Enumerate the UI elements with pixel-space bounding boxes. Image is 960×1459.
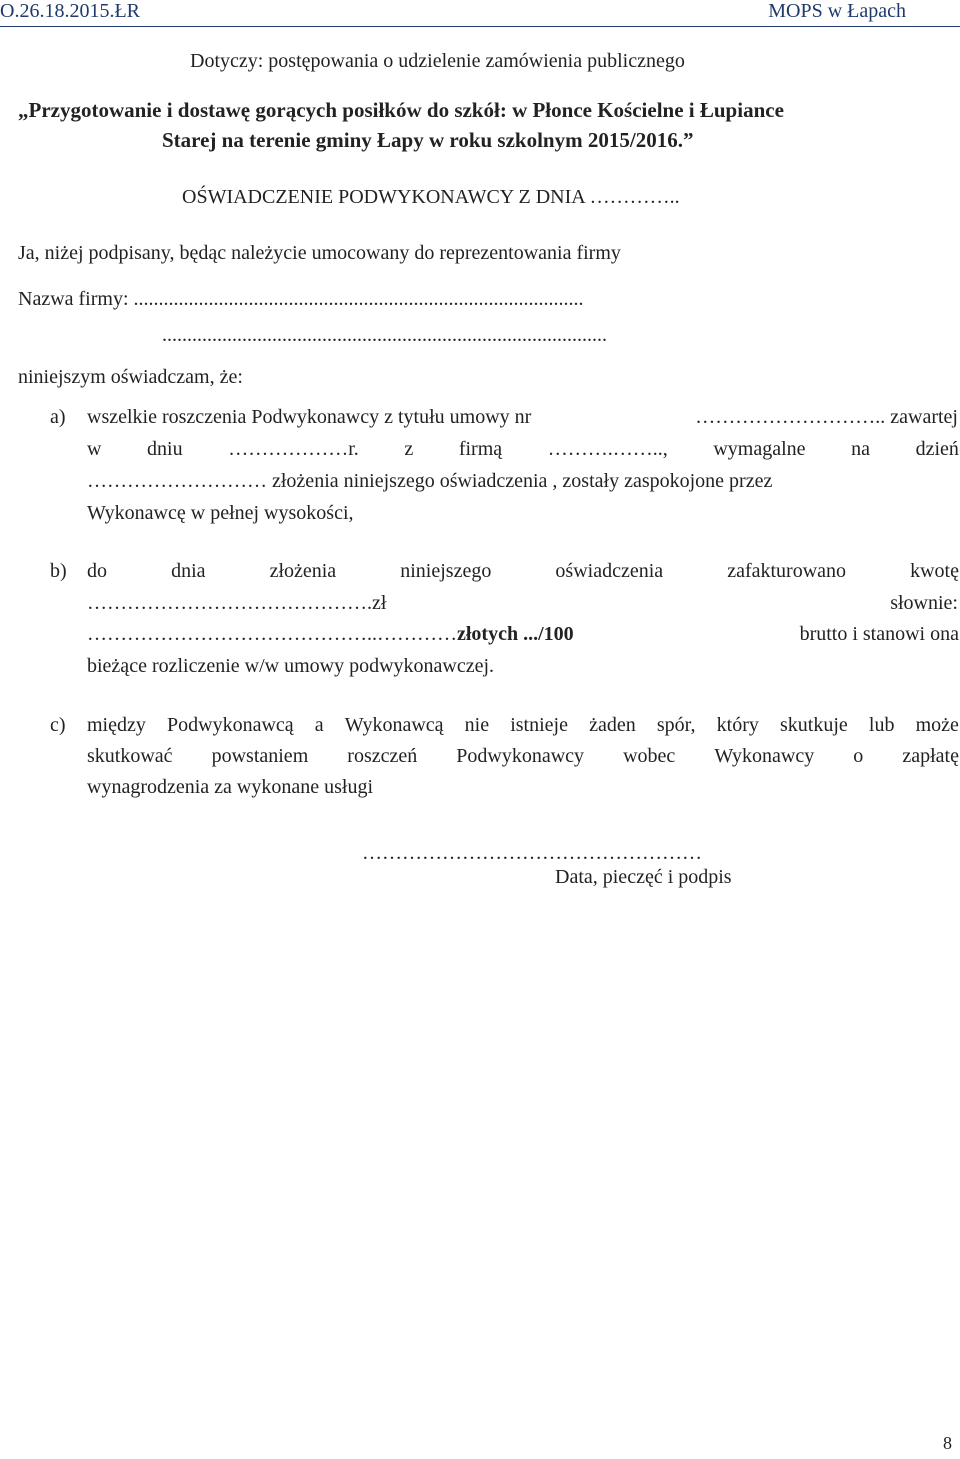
item-b-words-label: słownie:	[890, 592, 958, 614]
title-line-1: „Przygotowanie i dostawę gorących posiłków do szkół: w Płonce Kościelne i Łupiance	[18, 98, 784, 122]
item-b-dots: ……………………………………..…………	[87, 623, 457, 645]
title-line-2: Starej na terenie gminy Łapy w roku szkolnym 2015/2016.”	[162, 128, 694, 152]
item-c-word: nie	[464, 714, 490, 736]
item-a-company-blank: ……….……..,	[547, 438, 668, 460]
signature-caption: Data, pieczęć i podpis	[555, 866, 732, 888]
item-b-word: oświadczenia	[555, 560, 664, 582]
item-a-line1-right: ……………………….. zawartej	[695, 406, 958, 428]
document-reference: O.26.18.2015.ŁR	[0, 0, 140, 22]
item-a-label: a)	[50, 406, 66, 428]
item-c-line2	[87, 745, 959, 768]
item-b-line3	[87, 623, 959, 646]
item-c-word: istnieje	[510, 714, 568, 736]
statement-heading: OŚWIADCZENIE PODWYKONAWCY Z DNIA …………..	[182, 186, 680, 208]
item-c-word: może	[915, 714, 959, 736]
item-c-word: skutkować	[87, 745, 173, 767]
item-b-currency: złotych ...	[457, 623, 539, 645]
item-a-line3: ……………………… złożenia niniejszego oświadczenia , zostały zaspokojone przez	[87, 470, 773, 492]
item-b-words-blank	[87, 623, 574, 646]
item-a-word: firmą	[458, 438, 503, 460]
item-c-line3: wynagrodzenia za wykonane usługi	[87, 776, 374, 798]
item-c-word: który	[716, 714, 759, 736]
item-a-line4: Wykonawcę w pełnej wysokości,	[87, 502, 354, 524]
signature-line: ……………………………………………	[362, 842, 702, 864]
organization-name: MOPS w Łapach	[768, 0, 906, 22]
item-b-amount-blank: …………………………………….zł	[87, 592, 387, 614]
subject-line: Dotyczy: postępowania o udzielenie zamówienia publicznego	[190, 50, 685, 72]
item-c-word: skutkuje	[780, 714, 848, 736]
item-a-word: dniu	[147, 438, 183, 460]
header-divider	[0, 26, 960, 27]
declaration-intro: niniejszym oświadczam, że:	[18, 366, 243, 388]
item-c-word: Wykonawcą	[344, 714, 444, 736]
item-a-word: wymagalne	[713, 438, 806, 460]
item-b-word: do	[87, 560, 107, 582]
item-c-word: Podwykonawcy	[456, 745, 585, 767]
intro-text: Ja, niżej podpisany, będąc należycie umocowany do reprezentowania firmy	[18, 242, 621, 264]
item-c-word: a	[314, 714, 324, 736]
item-a-word: dzień	[915, 438, 959, 460]
item-a-word: na	[851, 438, 871, 460]
item-b-word: kwotę	[910, 560, 959, 582]
item-c-word: Wykonawcy	[714, 745, 815, 767]
item-c-word: o	[853, 745, 864, 767]
item-c-word: Podwykonawcą	[167, 714, 294, 736]
item-c-word: zapłatę	[902, 745, 959, 767]
item-c-line1	[87, 714, 959, 737]
item-c-word: między	[87, 714, 146, 736]
item-b-word: zafakturowano	[727, 560, 847, 582]
company-name-field-line2: .........................................................................................	[162, 324, 607, 346]
item-a-date-blank: ………………r.	[228, 438, 359, 460]
item-c-word: lub	[868, 714, 895, 736]
item-c-word: żaden	[589, 714, 636, 736]
item-a-line2	[87, 438, 959, 461]
item-b-line3-rest: brutto i stanowi ona	[799, 623, 959, 645]
item-c-word: wobec	[623, 745, 676, 767]
item-a-word: w	[87, 438, 102, 460]
item-c-label: c)	[50, 714, 66, 736]
page-number: 8	[943, 1433, 952, 1453]
item-a-word: z	[404, 438, 414, 460]
item-b-word: niniejszego	[400, 560, 492, 582]
company-name-field: Nazwa firmy: ..........................................................................................	[18, 288, 584, 310]
item-b-line1	[87, 560, 959, 583]
item-b-fraction: /100	[538, 623, 574, 645]
item-c-word: roszczeń	[347, 745, 418, 767]
item-b-word: złożenia	[269, 560, 337, 582]
item-c-word: spór,	[656, 714, 696, 736]
item-c-word: powstaniem	[211, 745, 309, 767]
item-b-word: dnia	[171, 560, 206, 582]
item-b-line4: bieżące rozliczenie w/w umowy podwykonawczej.	[87, 655, 495, 677]
item-b-label: b)	[50, 560, 67, 582]
item-a-line1-left: wszelkie roszczenia Podwykonawcy z tytułu umowy nr	[87, 406, 532, 428]
